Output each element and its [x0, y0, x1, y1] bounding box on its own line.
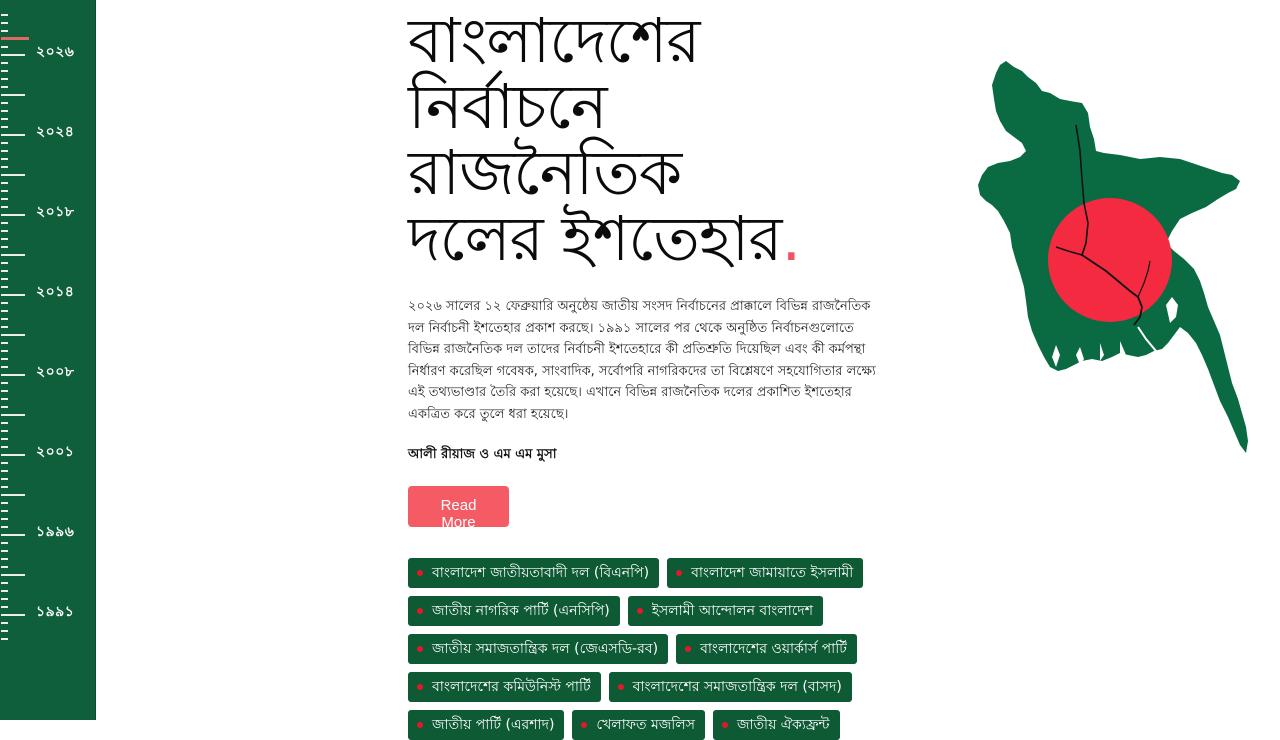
- ruler-minor-tick: [1, 638, 8, 640]
- bullet-icon: [417, 570, 423, 576]
- main-content: [408, 0, 928, 740]
- ruler-minor-tick: [1, 486, 8, 488]
- ruler-major-tick: [1, 414, 25, 416]
- ruler-minor-tick: [1, 310, 8, 312]
- ruler-minor-tick: [1, 550, 8, 552]
- party-tag-bnp[interactable]: [408, 558, 659, 588]
- ruler-minor-tick: [1, 246, 8, 248]
- ruler-minor-tick: [1, 46, 8, 48]
- authors-byline: আলী রীয়াজ ও এম এম মুসা: [408, 447, 557, 462]
- ruler-minor-tick: [1, 566, 8, 568]
- ruler-minor-tick: [1, 558, 8, 560]
- read-more-button[interactable]: Read More: [408, 486, 509, 527]
- ruler-minor-tick: [1, 478, 8, 480]
- ruler-minor-tick: [1, 398, 8, 400]
- party-tag-label: খেলাফত মজলিস: [596, 717, 695, 733]
- bullet-icon: [417, 684, 423, 690]
- ruler-minor-tick: [1, 86, 8, 88]
- ruler-minor-tick: [1, 342, 8, 344]
- year-link-2008[interactable]: ২০০৮: [36, 364, 75, 380]
- ruler-minor-tick: [1, 438, 8, 440]
- bullet-icon: [417, 722, 423, 728]
- ruler-minor-tick: [1, 510, 8, 512]
- ruler-minor-tick: [1, 366, 8, 368]
- ruler-minor-tick: [1, 502, 8, 504]
- ruler-major-tick: [1, 54, 25, 56]
- ruler-minor-tick: [1, 606, 8, 608]
- ruler-major-tick: [1, 174, 25, 176]
- party-tag-label: জাতীয় নাগরিক পার্টি (এনসিপি): [432, 603, 610, 619]
- party-tag-jsd-rob[interactable]: [408, 634, 668, 664]
- bullet-icon: [417, 646, 423, 652]
- title-line-4-text: দলের ইশতেহার: [408, 202, 782, 275]
- intro-paragraph: ২০২৬ সালের ১২ ফেব্রুয়ারি অনুষ্ঠেয় জাতীয় সংসদ নির্বাচনের প্রাক্কালে বিভিন্ন রাজনৈতিক দল নির্বাচনী ইশতেহার প্রকাশ করছে। ১৯৯১ সালের পর থেকে অনুষ্ঠিত নির্বাচনগুলোতে বিভিন্ন রাজনৈতিক দল তাদের নির্বাচনী ইশতেহারে কী প্রতিশ্রুতি দিয়েছিল এবং কী কর্মপন্থা নির্ধারণ করেছিল গবেষক, সাংবাদিক, সর্বোপরি নাগরিকদের তা বিশ্লেষণে সহযোগিতার লক্ষ্যে এই তথ্যভাণ্ডার তৈরি করা হয়েছে। এখানে বিভিন্ন রাজনৈতিক দলের প্রকাশিত ইশতেহার একত্রিত করে তুলে ধরা হয়েছে।: [408, 299, 876, 422]
- ruler-minor-tick: [1, 110, 8, 112]
- ruler-minor-tick: [1, 390, 8, 392]
- year-link-2014[interactable]: ২০১৪: [36, 284, 75, 300]
- bullet-icon: [685, 646, 691, 652]
- ruler-minor-tick: [1, 78, 8, 80]
- party-tag-khelafat-majlis[interactable]: [572, 710, 705, 740]
- ruler-major-tick: [1, 614, 25, 616]
- ruler-minor-tick: [1, 302, 8, 304]
- ruler-minor-tick: [1, 630, 8, 632]
- ruler-major-tick: [1, 334, 25, 336]
- title-line-3: রাজনৈতিক: [408, 136, 682, 209]
- ruler-minor-tick: [1, 62, 8, 64]
- party-tag-label: জাতীয় পার্টি (এরশাদ): [432, 717, 555, 733]
- ruler-minor-tick: [1, 358, 8, 360]
- ruler-major-tick: [1, 574, 25, 576]
- ruler-major-tick: [1, 254, 25, 256]
- ruler-minor-tick: [1, 118, 8, 120]
- active-year-marker: [1, 37, 29, 40]
- ruler-minor-tick: [1, 622, 8, 624]
- title-line-4: [408, 202, 928, 275]
- ruler-minor-tick: [1, 278, 8, 280]
- year-link-2018[interactable]: ২০১৮: [36, 204, 75, 220]
- ruler-minor-tick: [1, 270, 8, 272]
- party-tag-oikyafront[interactable]: [713, 710, 840, 740]
- title-line-2: নির্বাচনে: [408, 70, 607, 143]
- ruler-minor-tick: [1, 430, 8, 432]
- party-tag-basad[interactable]: [609, 672, 852, 702]
- party-tag-label: জাতীয় সমাজতান্ত্রিক দল (জেএসডি-রব): [432, 641, 659, 657]
- ruler-minor-tick: [1, 238, 8, 240]
- ruler-minor-tick: [1, 198, 8, 200]
- title-line-1: বাংলাদেশের: [408, 4, 700, 77]
- ruler-minor-tick: [1, 158, 8, 160]
- bullet-icon: [676, 570, 682, 576]
- ruler-minor-tick: [1, 382, 8, 384]
- bangladesh-flag-map-icon: [970, 55, 1270, 465]
- ruler-minor-tick: [1, 590, 8, 592]
- ruler-major-tick: [1, 294, 25, 296]
- bullet-icon: [722, 722, 728, 728]
- ruler-minor-tick: [1, 30, 8, 32]
- ruler-minor-tick: [1, 222, 8, 224]
- party-tag-workers-party[interactable]: [676, 634, 857, 664]
- ruler-minor-tick: [1, 150, 8, 152]
- party-tag-label: ইসলামী আন্দোলন বাংলাদেশ: [651, 603, 814, 619]
- year-link-1991[interactable]: ১৯৯১: [36, 604, 75, 620]
- ruler-minor-tick: [1, 126, 8, 128]
- year-link-2024[interactable]: ২০২৪: [36, 124, 75, 140]
- party-tag-label: বাংলাদেশের কমিউনিস্ট পার্টি: [432, 679, 591, 695]
- ruler-minor-tick: [1, 326, 8, 328]
- ruler-minor-tick: [1, 166, 8, 168]
- ruler-major-tick: [1, 494, 25, 496]
- ruler-major-tick: [1, 374, 25, 376]
- ruler-minor-tick: [1, 230, 8, 232]
- party-tag-label: বাংলাদেশের ওয়ার্কার্স পার্টি: [700, 641, 847, 657]
- ruler-major-tick: [1, 134, 25, 136]
- ruler-minor-tick: [1, 182, 8, 184]
- bullet-icon: [417, 608, 423, 614]
- timeline-ruler[interactable]: [0, 0, 30, 720]
- ruler-minor-tick: [1, 470, 8, 472]
- ruler-minor-tick: [1, 14, 8, 16]
- year-link-2001[interactable]: ২০০১: [36, 444, 75, 460]
- party-tag-jamaat[interactable]: [667, 558, 863, 588]
- party-tag-communist-party[interactable]: [408, 672, 601, 702]
- ruler-minor-tick: [1, 446, 8, 448]
- ruler-major-tick: [1, 214, 25, 216]
- ruler-minor-tick: [1, 70, 8, 72]
- ruler-minor-tick: [1, 142, 8, 144]
- ruler-major-tick: [1, 94, 25, 96]
- ruler-minor-tick: [1, 286, 8, 288]
- ruler-minor-tick: [1, 190, 8, 192]
- ruler-major-tick: [1, 454, 25, 456]
- ruler-minor-tick: [1, 318, 8, 320]
- ruler-minor-tick: [1, 518, 8, 520]
- party-tag-ncp[interactable]: [408, 596, 620, 626]
- ruler-minor-tick: [1, 262, 8, 264]
- year-link-2026[interactable]: ২০২৬: [36, 44, 75, 60]
- ruler-minor-tick: [1, 350, 8, 352]
- party-tag-islami-andolan[interactable]: [628, 596, 823, 626]
- ruler-minor-tick: [1, 582, 8, 584]
- year-link-1996[interactable]: ১৯৯৬: [36, 524, 75, 540]
- bullet-icon: [637, 608, 643, 614]
- bullet-icon: [581, 722, 587, 728]
- ruler-minor-tick: [1, 206, 8, 208]
- ruler-minor-tick: [1, 102, 8, 104]
- title-accent-dot: .: [781, 202, 801, 275]
- party-tag-label: বাংলাদেশ জাতীয়তাবাদী দল (বিএনপি): [432, 565, 650, 581]
- party-tag-jatiya-party[interactable]: [408, 710, 564, 740]
- party-tag-label: বাংলাদেশ জামায়াতে ইসলামী: [691, 565, 854, 581]
- ruler-minor-tick: [1, 598, 8, 600]
- page-title: [408, 4, 928, 275]
- ruler-minor-tick: [1, 22, 8, 24]
- ruler-minor-tick: [1, 422, 8, 424]
- party-tag-label: জাতীয় ঐক্যফ্রন্ট: [736, 717, 830, 733]
- ruler-minor-tick: [1, 406, 8, 408]
- bullet-icon: [618, 684, 624, 690]
- party-tag-label: বাংলাদেশের সমাজতান্ত্রিক দল (বাসদ): [632, 679, 842, 695]
- party-tag-list: [408, 558, 928, 740]
- timeline-sidebar: [0, 0, 96, 720]
- ruler-minor-tick: [1, 462, 8, 464]
- ruler-major-tick: [1, 534, 25, 536]
- ruler-minor-tick: [1, 526, 8, 528]
- ruler-minor-tick: [1, 542, 8, 544]
